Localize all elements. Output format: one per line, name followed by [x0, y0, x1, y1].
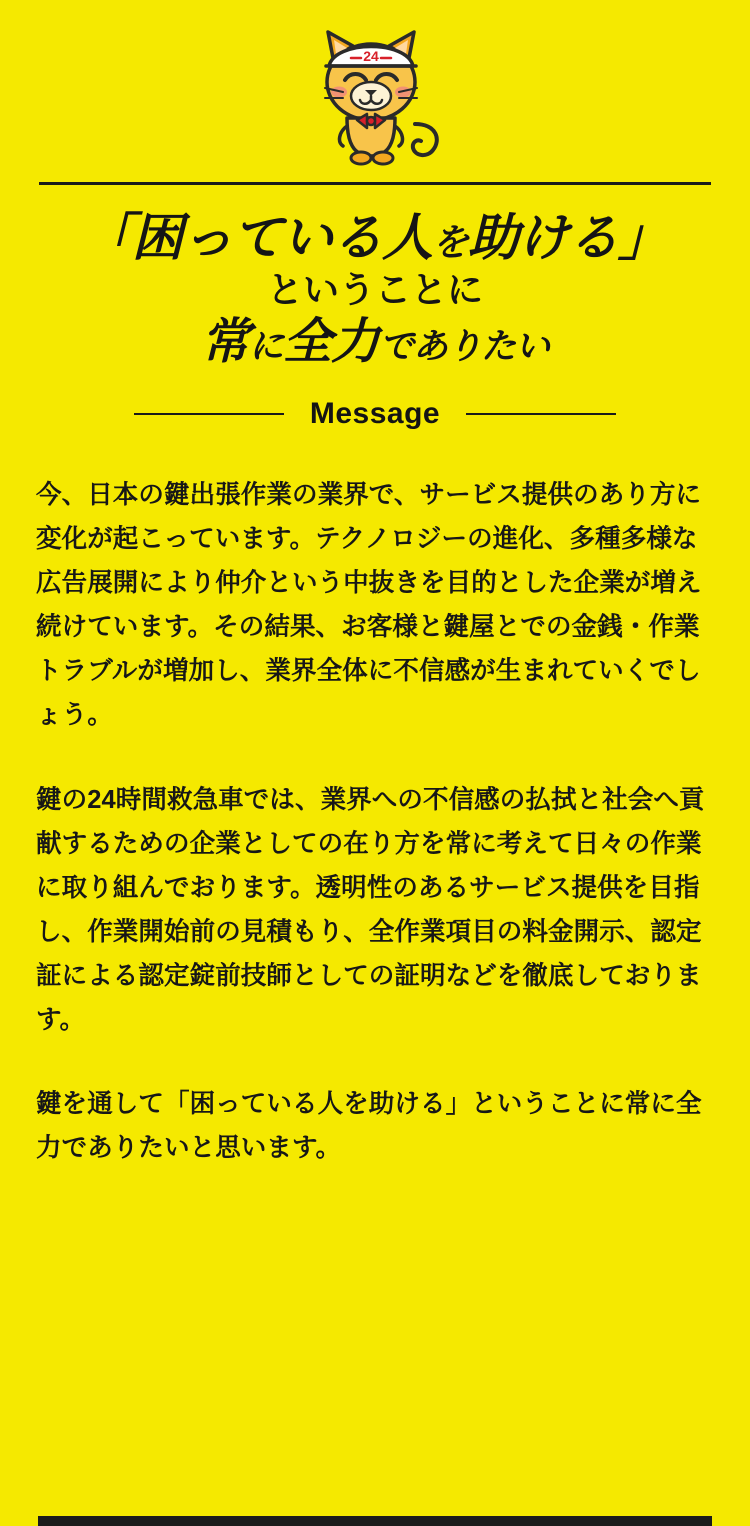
section-rule-left [134, 413, 284, 415]
page-title [0, 185, 750, 371]
paragraph: 鍵を通して「困っている人を助ける」ということに常に全力でありたいと思います。 [36, 1090, 702, 1163]
headline-line-3-c: 全力 [283, 315, 380, 370]
headline-line-1-prefix: 「困っている人 [81, 209, 432, 266]
paragraph: 今、日本の鍵出張作業の業界で、サービス提供のあり方に変化が起こっています。テクノロジーの進化、多種多様な広告展開により仲介という中抜きを目的とした企業が増え続けています。その結果、お客様と鍵屋とでの金銭・作業トラブルが増加し、業界全体に不信感が生まれていくでしょう。 [36, 480, 702, 730]
bottom-divider [38, 1516, 712, 1526]
section-label-row [0, 397, 750, 431]
headline-line-3 [0, 314, 750, 371]
section-rule-right [466, 413, 616, 415]
headline-line-1-particle: を [432, 222, 468, 263]
headline-line-3-b: に [248, 327, 283, 367]
section-label: Message [309, 396, 441, 430]
paragraph: 鍵の24時間救急車では、業界への不信感の払拭と社会へ貢献するための企業としての在り方を常に考えて日々の作業に取り組んでおります。透明性のあるサービス提供を目指し、作業開始前の見積もり、全作業項目の料金開示、認定証による認定錠前技師としての証明などを徹底しております。 [36, 785, 705, 1035]
headline-line-1 [0, 209, 750, 266]
mascot-container [0, 0, 750, 170]
helmet-number: 24 [363, 48, 379, 64]
headline-line-2: ということに [266, 269, 483, 311]
headline-line-3-d: でありたい [379, 327, 550, 367]
message-body [36, 473, 714, 1171]
cat-mascot-illustration [295, 20, 455, 170]
headline-line-3-a: 常 [200, 315, 249, 370]
headline-line-1-suffix: 助ける」 [468, 209, 669, 266]
